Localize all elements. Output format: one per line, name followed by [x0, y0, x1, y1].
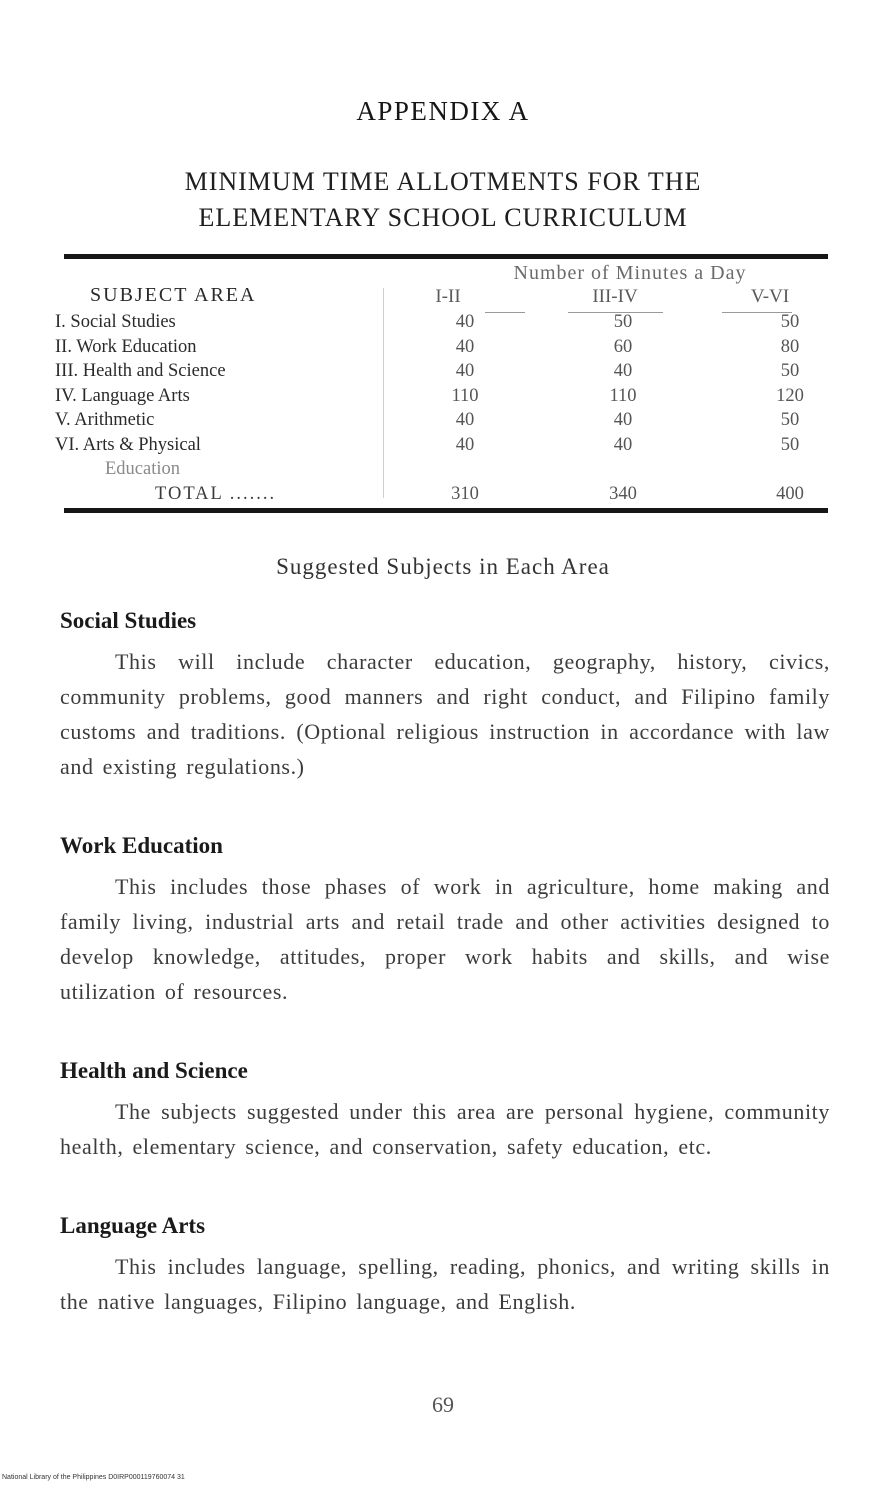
- table-row: [55, 410, 825, 435]
- row-value: 50: [780, 361, 800, 381]
- table-row: [55, 312, 825, 337]
- appendix-heading: APPENDIX A: [356, 96, 530, 126]
- grade-column-2-header: III-IV: [592, 286, 638, 307]
- row-subject: IV. Language Arts: [55, 385, 190, 406]
- section-body: The subjects suggested under this area are personal hygiene, community health, elementary science, and conservation, safety education, etc.: [60, 1099, 830, 1159]
- row-value: 40: [455, 434, 475, 455]
- table-bottom-rule: [64, 508, 828, 513]
- row-value: 40: [455, 361, 475, 381]
- section-body: This will include character education, geography, history, civics, community problems, good manners and right conduct, and Filipino family customs and traditions. (Optional religious instruction in accordance with law and existing regulations.): [60, 649, 830, 779]
- total-value: 400: [776, 483, 804, 504]
- row-value: 40: [455, 410, 475, 430]
- table-row: [55, 361, 825, 386]
- section-heading: Health and Science: [60, 1058, 248, 1083]
- row-value: 50: [613, 312, 633, 332]
- row-value: 40: [613, 410, 633, 430]
- total-value: 340: [609, 483, 637, 504]
- section-heading: Language Arts: [60, 1213, 206, 1238]
- page-number: 69: [432, 1392, 454, 1417]
- subject-area-header: SUBJECT AREA: [90, 284, 257, 306]
- section-heading: Social Studies: [60, 608, 197, 633]
- table-top-rule: [64, 254, 828, 259]
- row-subject: I. Social Studies: [55, 312, 176, 332]
- total-value: 310: [451, 483, 479, 504]
- section-language-arts: [60, 1213, 830, 1319]
- total-label: TOTAL .......: [155, 483, 277, 504]
- minutes-column-header: Number of Minutes a Day: [513, 262, 747, 284]
- section-work-education: [60, 833, 830, 1009]
- row-subject: II. Work Education: [55, 336, 197, 357]
- table-row: [55, 337, 825, 362]
- section-social-studies: [60, 608, 830, 784]
- row-subject: III. Health and Science: [55, 361, 226, 381]
- row-value: 80: [780, 336, 800, 357]
- row-value: 40: [613, 434, 633, 455]
- archive-footer-stamp: National Library of the Philippines D0IRP000119760074 31: [2, 1474, 185, 1481]
- row-value: 40: [455, 312, 475, 332]
- title-line-2: ELEMENTARY SCHOOL CURRICULUM: [198, 203, 688, 232]
- row-value: 40: [613, 361, 633, 381]
- row-value: 50: [780, 410, 800, 430]
- title-line-1: MINIMUM TIME ALLOTMENTS FOR THE: [184, 167, 702, 196]
- document-title: [0, 164, 886, 236]
- section-body: This includes those phases of work in agriculture, home making and family living, industrial arts and retail trade and other activities designed to develop knowledge, attitudes, proper work habits and skills, and wise utilization of resources.: [60, 874, 830, 1004]
- table-row: [55, 386, 825, 411]
- row-value: 60: [613, 336, 633, 357]
- table-total-row: [55, 484, 825, 509]
- row-subject: VI. Arts & Physical: [55, 434, 201, 455]
- row-value: 110: [451, 385, 479, 406]
- row-subject-continuation: Education: [105, 459, 181, 479]
- table-row: [55, 435, 825, 460]
- row-value: 120: [776, 385, 804, 406]
- section-heading: Work Education: [60, 833, 223, 858]
- row-subject: V. Arithmetic: [55, 410, 155, 430]
- row-value: 50: [780, 434, 800, 455]
- row-value: 50: [780, 312, 800, 332]
- row-value: 40: [455, 336, 475, 357]
- grade-column-1-header: I-II: [435, 286, 461, 307]
- time-allotment-table: [55, 312, 825, 508]
- section-body: This includes language, spelling, reading, phonics, and writing skills in the native languages, Filipino language, and English.: [60, 1254, 830, 1314]
- suggested-subjects-heading: Suggested Subjects in Each Area: [276, 554, 610, 579]
- section-health-and-science: [60, 1058, 830, 1164]
- table-row-continuation: [55, 459, 825, 484]
- row-value: 110: [609, 385, 637, 406]
- grade-column-3-header: V-VI: [750, 286, 790, 307]
